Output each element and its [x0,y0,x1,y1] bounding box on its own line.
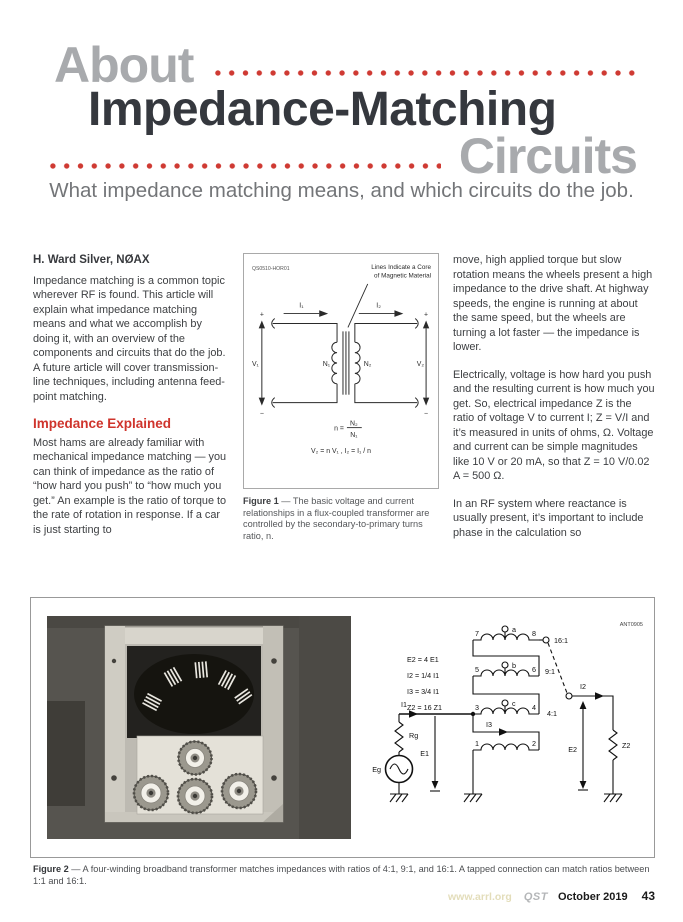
e2-label: E2 [568,745,577,754]
i3-arrowhead [499,728,508,735]
ratio-16-terminal [543,637,549,643]
core-note-line2: of Magnetic Material [374,272,432,280]
winding-3-4 [473,708,539,714]
tap-a-label: a [512,625,516,634]
ratio-4-label: 4:1 [547,709,557,718]
primary-coil [332,342,337,384]
figure-1-caption [243,496,439,542]
figure-2-schematic [351,607,651,848]
tap-c-terminal [502,700,508,706]
magnetic-core-lines [343,331,349,394]
figure-2-caption-label: Figure 2 [33,864,69,874]
footer-magazine-name: QST [523,891,548,903]
figure-2-frame [30,597,655,858]
figure-2-caption-text: — A four-winding broadband transformer matches impedances with ratios of 4:1, 9:1, and 16:1. A tapped connection can match ratios between 1:1 and 16:1. [33,864,650,886]
turns-eq-denominator: N₁ [350,432,358,440]
figure-1-frame [243,253,439,489]
turns-eq-lhs: n = [334,425,344,433]
v1-plus: + [259,311,264,319]
body-columns [33,253,655,553]
column3-paragraph-2: Electrically, voltage is how hard you push and the resulting current is how much you get. So, electrical impedance Z is the ratio of voltage V to current I; Z = V/I and it’s measured in units of ohms, Ω. Voltage and current can be simple magnitudes like 10 V or 20 mA, so that Z = 10 V/0.02 A = 500 Ω. [453,368,655,482]
title-word-circuits: Circuits [458,128,637,184]
rg-resistor [395,722,403,752]
terminal-8: 8 [532,629,536,638]
figure1-photo-id: QS0510-HOR01 [251,266,290,273]
title-main: Impedance-Matching [88,83,557,136]
eg-label: Eg [372,765,381,774]
figure-1-caption-label: Figure 1 [243,496,279,506]
article-subtitle: What impedance matching means, and which circuits do the job. [49,179,634,202]
v1-minus: − [259,410,264,418]
terminal-3: 3 [475,703,479,712]
equation-i2: I2 = 1/4 I1 [407,671,440,680]
figure-2-photo [47,616,351,839]
footer-website: www.arrl.org [448,891,512,903]
red-dotted-rule-bottom [46,162,441,170]
z2-label: Z2 [622,741,631,750]
figure-2-caption [33,864,653,888]
terminal-6: 6 [532,665,536,674]
column3-paragraph-1: move, high applied torque but slow rotation means the wheels present a high impedance to the drive shaft. At highway speeds, the engine is running at about the same speed, but the wheels are turning a lot faster — the impedance is lower. [453,254,653,353]
sine-wave [390,764,408,774]
tap-a-terminal [502,626,508,632]
equation-z2: Z2 = 16 Z1 [407,703,442,712]
core-pointer-line [348,284,368,328]
i1-arrowhead [319,310,328,317]
winding-7-8 [473,634,539,640]
tap-b-terminal [502,662,508,668]
v1-label: V₁ [251,361,259,368]
terminal-2: 2 [532,739,536,748]
footer-page-number: 43 [641,889,655,903]
terminal-1: 1 [475,739,479,748]
turns-eq-numerator: N₂ [350,420,358,428]
switch-pole-terminal [566,693,572,699]
v2-plus: + [424,311,429,319]
equation-i3: I3 = 3/4 I1 [407,687,440,696]
i3-label: I3 [486,720,492,729]
column-1 [33,253,229,553]
title-word-about: About [54,37,194,93]
intro-paragraph: Impedance matching is a common topic wherever RF is found. This article will explain what impedance matching means and what we accomplish by doing it, with an overview of the components and circuits that do the job. A future article will cover transmission-line techniques, including antenna feed-point matching. [33,274,226,403]
winding-5-6 [473,670,539,676]
e1-label: E1 [420,749,429,758]
n1-label: N₁ [322,361,331,368]
figure-1-transformer-diagram [248,258,434,474]
core-note-line1: Lines Indicate a Core [371,264,432,272]
v2-minus: − [424,410,429,418]
ratio-9-label: 9:1 [545,667,555,676]
ratio-16-label: 16:1 [554,636,568,645]
terminal-7: 7 [475,629,479,638]
v2-label: V₂ [416,361,425,368]
secondary-coil [355,342,360,384]
footer-issue-date: October 2019 [557,891,628,903]
red-dotted-rule-top [211,69,639,77]
i2-arrowhead [394,310,403,317]
relation-equation: V₂ = n V₁ , I₂ = I₁ / n [311,448,371,456]
winding-1-2 [473,744,539,750]
column3-paragraph-3: In an RF system where reactance is usually present, it’s important to include phase in the calculation so [453,497,644,539]
column-3 [453,253,655,553]
terminal-4: 4 [532,703,536,712]
input-node [471,712,475,716]
tap-b-label: b [512,661,516,670]
n2-label: N₂ [363,361,372,368]
figure2-diagram-id: ANT0905 [619,622,643,628]
figure-1-caption-text: — The basic voltage and current relationships in a flux-coupled transformer are controlled by the secondary-to-primary turns ratio, n. [243,496,430,541]
i1-label: I₁ [299,302,304,310]
tap-c-label: c [512,699,516,708]
terminal-5: 5 [475,665,479,674]
title-row-3 [46,128,637,184]
i1-label: I1 [401,700,407,709]
figure-1-column [243,253,439,553]
i2-label: I₂ [376,302,381,310]
i2-label: I2 [580,682,586,691]
section-heading: Impedance Explained [33,416,172,431]
toroid-core [134,654,254,734]
i2-arrowhead [595,692,604,699]
column1-paragraph: Most hams are already familiar with mechanical impedance matching — you can think of impedance as the ratio of “how hard you push” to “how much you get.” An example is the ratio of torque to the rate of rotation in response. If a car is just starting to [33,436,227,536]
rg-label: Rg [409,731,419,740]
page-footer [448,889,655,903]
author-byline: H. Ward Silver, NØAX [33,254,150,266]
equation-e2: E2 = 4 E1 [407,655,439,664]
z2-resistor [609,730,617,760]
